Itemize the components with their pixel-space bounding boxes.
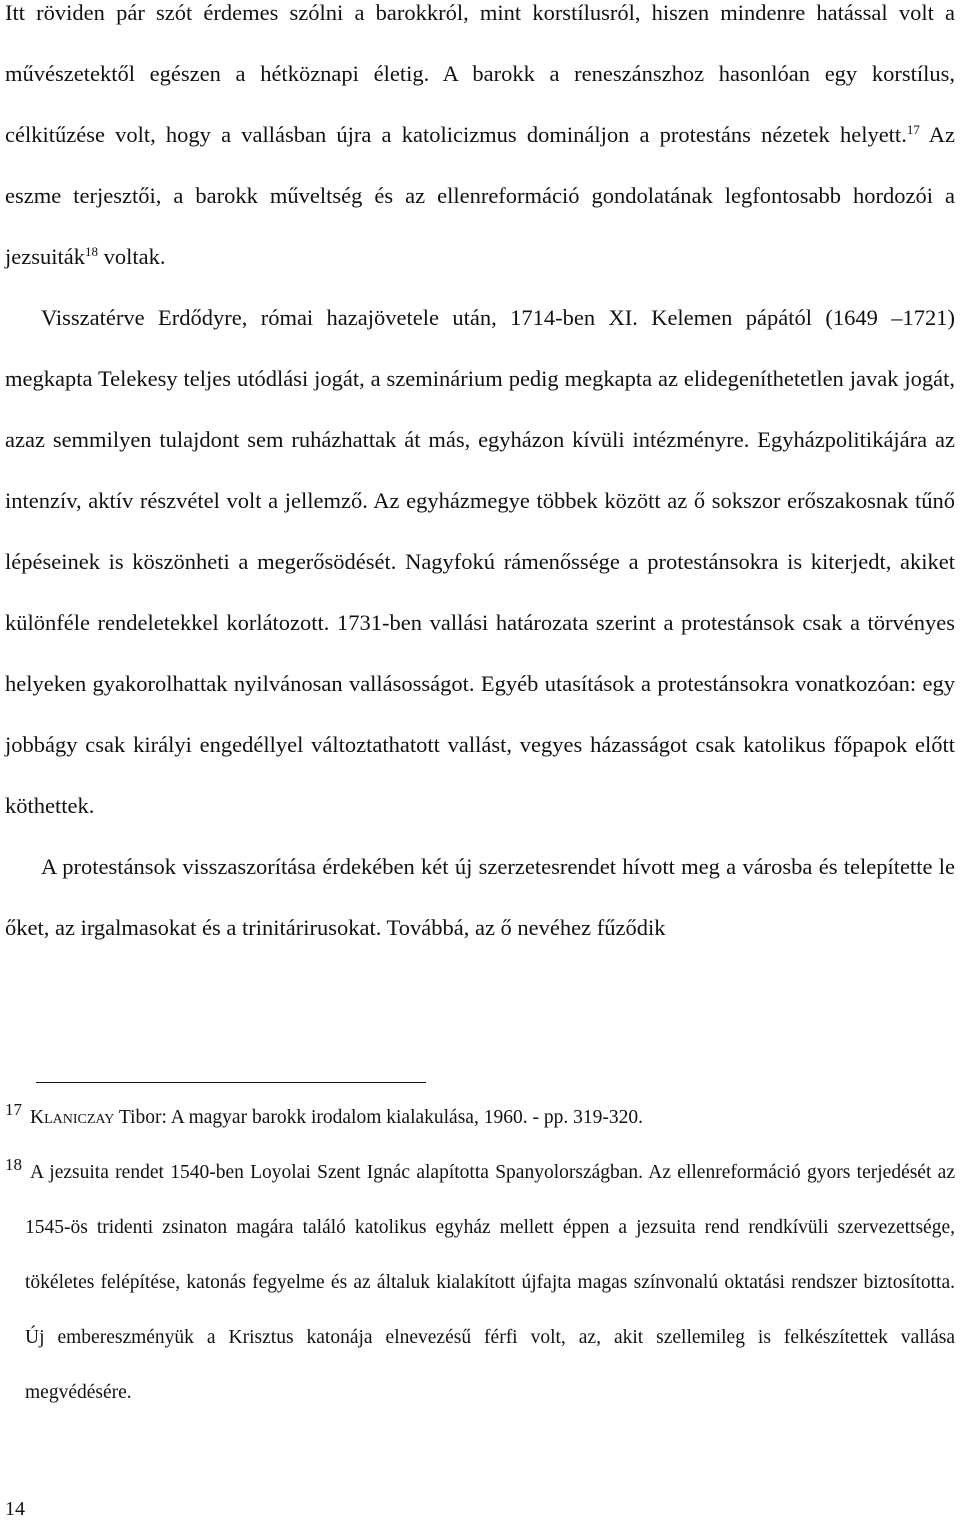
main-text xyxy=(5,0,955,958)
footnote-ref-17[interactable]: 17 xyxy=(906,122,920,137)
paragraph-2: Visszatérve Erdődyre, római hazajövetele után, 1714-ben XI. Kelemen pápától (1649 –1721) megkapta Telekesy teljes utódlási jogát, a szeminárium pedig megkapta az elidegeníthetetlen javak jogát, azaz semmilyen tulajdont sem ruházhattak át más, egyházon kívüli intézményre. Egyházpolitikájára az intenzív, aktív részvétel volt a jellemző. Az egyházmegye többek között az ő sokszor erőszakosnak tűnő lépéseinek is köszönheti a megerősödését. Nagyfokú rámenőssége a protestánsokra is kiterjedt, akiket különféle rendeletekkel korlátozott. 1731-ben vallási határozata szerint a protestánsok csak a törvényes helyeken gyakorolhattak nyilvánosan vallásosságot. Egyéb utasítások a protestánsokra vonatkozóan: egy jobbágy csak királyi engedéllyel változtathatott vallást, vegyes házasságot csak katolikus főpapok előtt köthettek. xyxy=(5,305,955,818)
paragraph-1-text-b: Az eszme terjesztői, a barokk műveltség és az ellenreformáció gondolatának legfontosabb hordozói a jezsuiták xyxy=(5,122,955,269)
footnote-17-author: Klaniczay xyxy=(30,1107,115,1128)
paragraph-1 xyxy=(5,0,955,287)
page-number: 14 xyxy=(5,1498,25,1520)
footnote-18-text: A jezsuita rendet 1540-ben Loyolai Szent Ignác alapította Spanyolországban. Az ellenreformáció gyors terjedését az 1545-ös tridenti zsinaton magára találó katolikus egyház mellett éppen a jezsuita rend rendkívüli szervezettsége, tökéletes felépítése, katonás fegyelme és az általuk kialakított újfajta magas színvonalú oktatási rendszer biztosította. Új embereszményük a Krisztus katonája elnevezésű férfi volt, az, akit szellemileg is felkészítettek vallása megvédésére. xyxy=(25,1162,955,1403)
footnote-ref-18[interactable]: 18 xyxy=(84,244,98,259)
footnote-17 xyxy=(5,1090,955,1145)
paragraph-3: A protestánsok visszaszorítása érdekében két új szerzetesrendet hívott meg a városba és telepítette le őket, az irgalmasokat és a trinitárirusokat. Továbbá, az ő nevéhez fűződik xyxy=(5,854,955,940)
footnote-separator xyxy=(36,1082,426,1083)
footnote-18-number: 18 xyxy=(5,1155,22,1174)
footnote-17-number: 17 xyxy=(5,1100,22,1119)
paragraph-1-text-a: Itt röviden pár szót érdemes szólni a barokkról, mint korstílusról, hiszen mindenre hatással volt a művészetektől egészen a hétköznapi életig. A barokk a reneszánszhoz hasonlóan egy korstílus, célkitűzése volt, hogy a vallásban újra a katolicizmus domináljon a protestáns nézetek helyett. xyxy=(5,0,955,147)
footnote-18 xyxy=(5,1145,955,1420)
footnotes-section xyxy=(5,1090,955,1420)
paragraph-1-text-c: voltak. xyxy=(97,244,166,269)
footnote-17-text: Tibor: A magyar barokk irodalom kialakulása, 1960. - pp. 319-320. xyxy=(114,1107,643,1128)
